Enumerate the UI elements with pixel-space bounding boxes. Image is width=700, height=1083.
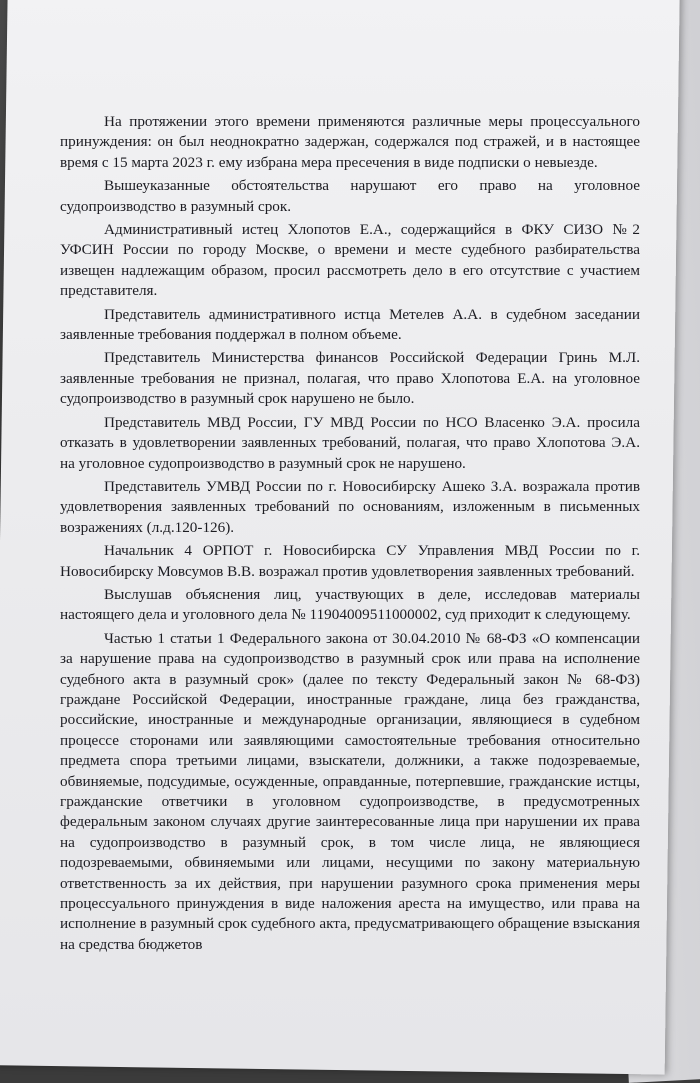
paragraph-federal-law: Частью 1 статьи 1 Федерального закона от 30.04.2010 № 68-ФЗ «О компенсации за нарушение права на судопроизводство в разумный срок или права на исполнение судебного акта в разумный срок» (далее по тексту Федеральный закон № 68-ФЗ) граждане Российской Федерации, иностранные граждане, лица без гражданства, российские, иностранные и международные организации, являющиеся в судебном процессе сторонами или заявляющими самостоятельные требования относительно предмета спора третьими лицами, взыскатели, должники, а также подозреваемые, обвиняемые, подсудимые, осужденные, оправданные, потерпевшие, гражданские истцы, гражданские ответчики в уголовном судопроизводстве, в предусмотренных федеральным законом случаях другие заинтересованные лица при нарушении их права на судопроизводство в разумный срок, в том числе лица, не являющиеся подозреваемыми, обвиняемыми или лицами, несущими по закону материальную ответственность за их действия, при нарушении разумного срока применения меры процессуального принуждения в виде наложения ареста на имущество, или права на исполнение в разумный срок судебного акта, предусматривающего обращение взыскания на средства бюджетов	[60, 629, 640, 953]
paragraph-minfin-representative: Представитель Министерства финансов Российской Федерации Гринь М.Л. заявленные требования не признал, полагая, что право Хлопотова Е.А. на уголовное судопроизводство в разумный срок нарушено не было.	[60, 349, 640, 408]
document-text	[60, 112, 640, 958]
paragraph-rights-violation: Вышеуказанные обстоятельства нарушают его право на уголовное судопроизводство в разумный срок.	[60, 177, 640, 215]
paragraph-court-findings: Выслушав объяснения лиц, участвующих в деле, исследовав материалы настоящего дела и уголовного дела № 11904009511000002, суд приходит к следующему.	[60, 585, 640, 624]
paragraph-umvd-representative: Представитель УМВД России по г. Новосибирску Ашеко З.А. возражала против удовлетворения заявленных требований по основаниям, изложенным в письменных возражениях (л.д.120-126).	[60, 477, 640, 536]
paragraph-plaintiff: Административный истец Хлопотов Е.А., содержащийся в ФКУ СИЗО №2 УФСИН России по городу Москве, о времени и месте судебного разбирательства извещен надлежащим образом, просил рассмотреть дело в его отсутствие с участием представителя.	[60, 221, 640, 300]
paragraph-measures: На протяжении этого времени применяются различные меры процессуального принуждения: он был неоднократно задержан, содержался под стражей, и в настоящее время с 15 марта 2023 г. ему избрана мера пресечения в виде подписки о невыезде.	[60, 113, 640, 171]
paragraph-orpot-chief: Начальник 4 ОРПОТ г. Новосибирска СУ Управления МВД России по г. Новосибирску Мовсумов В.В. возражал против удовлетворения заявленных требований.	[60, 542, 640, 580]
paragraph-plaintiff-representative: Представитель административного истца Метелев А.А. в судебном заседании заявленные требования поддержал в полном объеме.	[60, 305, 640, 344]
paragraph-mvd-representative: Представитель МВД России, ГУ МВД России по НСО Власенко Э.А. просила отказать в удовлетворении заявленных требований, полагая, что право Хлопотова Э.А. на уголовное судопроизводство в разумный срок не нарушено.	[60, 413, 640, 472]
